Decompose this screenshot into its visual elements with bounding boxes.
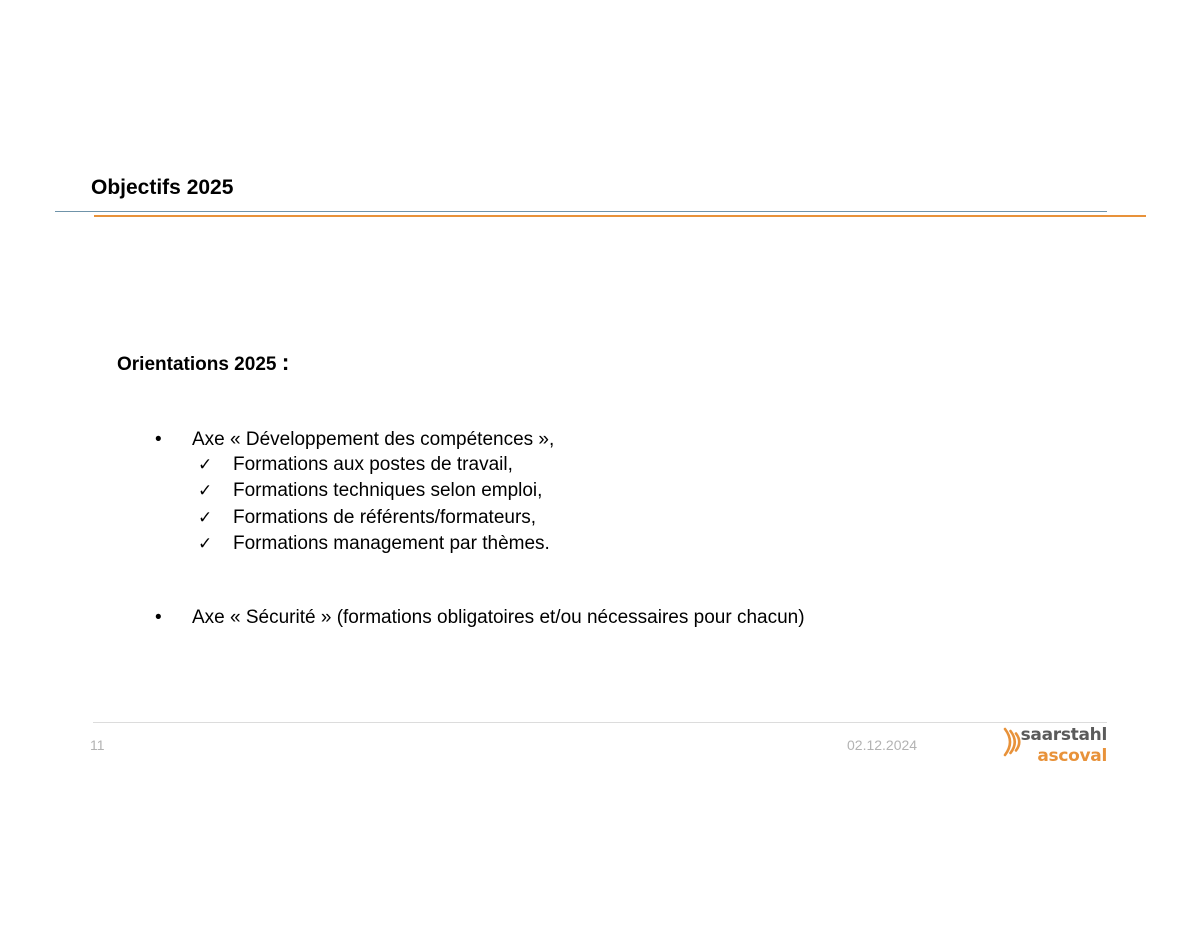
checkmark-icon: ✓: [198, 481, 213, 502]
list-item: [198, 452, 550, 478]
list-item: [198, 478, 550, 504]
title-divider-blue: [55, 211, 1107, 212]
footer-date: 02.12.2024: [847, 737, 918, 753]
title-divider-orange: [94, 215, 1146, 217]
section-subtitle: [117, 350, 289, 377]
list-item-text: Formations de référents/formateurs,: [233, 506, 537, 528]
bullet-icon: •: [155, 607, 162, 628]
development-items-list: [198, 452, 550, 558]
footer-divider: [93, 722, 1107, 723]
checkmark-icon: ✓: [198, 534, 213, 555]
subtitle-colon: :: [281, 349, 290, 375]
page-number: 11: [90, 737, 105, 753]
list-item: [198, 505, 550, 531]
bullet-icon: •: [155, 429, 162, 450]
subtitle-text: Orientations 2025: [117, 354, 277, 375]
list-item: [198, 531, 550, 557]
checkmark-icon: ✓: [198, 507, 213, 528]
axis-security: [155, 605, 805, 630]
logo-text-saarstahl: saarstahl: [1020, 725, 1107, 745]
company-logo: [1001, 725, 1111, 769]
axis-development-label: Axe « Développement des compétences »,: [192, 429, 555, 450]
axis-development: [155, 427, 554, 452]
axis-security-label: Axe « Sécurité » (formations obligatoires et/ou nécessaires pour chacun): [192, 607, 805, 628]
list-item-text: Formations management par thèmes.: [233, 533, 550, 555]
list-item-text: Formations techniques selon emploi,: [233, 480, 543, 502]
checkmark-icon: ✓: [198, 455, 213, 475]
list-item-text: Formations aux postes de travail,: [233, 454, 513, 475]
slide-title: Objectifs 2025: [91, 176, 234, 199]
logo-text-ascoval: ascoval: [1037, 746, 1107, 766]
